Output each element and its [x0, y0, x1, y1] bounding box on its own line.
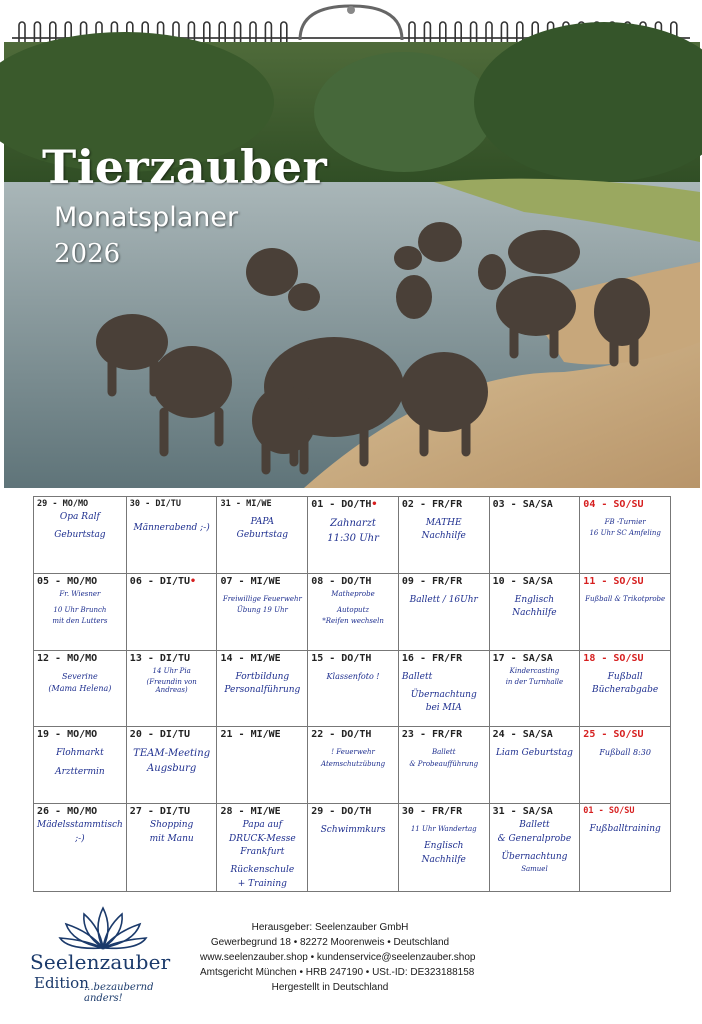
calendar-day-cell[interactable]	[580, 651, 671, 728]
handwritten-note: Schwimmkurs	[320, 825, 386, 836]
day-label-text: 29 - MO/MO	[37, 499, 89, 509]
handwritten-note: 10 Uhr Brunch	[53, 605, 107, 614]
handwritten-note: Freiwillige Feuerwehr	[222, 594, 302, 603]
calendar-day-cell[interactable]	[580, 574, 671, 651]
handwritten-note: Fußball 8:30	[599, 748, 651, 758]
handwritten-note: Bücherabgabe	[592, 684, 659, 695]
handwritten-note: Opa Ralf	[59, 512, 100, 522]
imprint-line: Hergestellt in Deutschland	[271, 982, 389, 993]
handwritten-note: Ballett	[431, 748, 456, 757]
handwritten-note: Fußball & Trikotprobe	[585, 594, 666, 603]
day-label-text: 22 - DO/TH	[311, 729, 372, 741]
calendar-day-cell[interactable]	[308, 497, 399, 574]
day-label-text: 25 - SO/SU	[583, 729, 644, 741]
day-label-text: 18 - SO/SU	[583, 652, 644, 664]
day-label	[583, 499, 667, 510]
day-label	[583, 576, 667, 587]
day-label	[130, 576, 214, 587]
day-label-text: 01 - SO/SU	[583, 806, 635, 817]
day-label-text: 04 - SO/SU	[583, 499, 644, 510]
handwritten-note: MATHE	[425, 518, 462, 528]
handwritten-note: ! Feuerwehr	[331, 748, 375, 757]
day-label	[402, 806, 486, 817]
day-label-text: 01 - DO/TH	[311, 499, 372, 510]
day-label-text: 02 - FR/FR	[401, 499, 463, 510]
calendar-day-cell[interactable]	[490, 574, 581, 651]
handwritten-note: Kindercasting	[509, 666, 560, 675]
calendar-day-cell[interactable]	[580, 497, 671, 574]
handwritten-note: Rückenschule	[230, 865, 295, 876]
day-label-text: 31 - SA/SA	[492, 806, 553, 818]
day-label	[402, 653, 486, 664]
handwritten-note: Liam Geburtstag	[495, 748, 573, 759]
handwritten-note: Arzttermin	[55, 766, 105, 777]
handwritten-note: Nachhilfe	[421, 531, 466, 542]
handwritten-note: Zahnarzt	[330, 518, 376, 529]
handwritten-note: Personalführung	[224, 684, 301, 695]
day-label	[220, 653, 304, 664]
calendar-day-cell[interactable]	[490, 651, 581, 728]
day-label-text: 20 - DI/TU	[129, 729, 191, 741]
day-label	[37, 729, 123, 740]
handwritten-note: Übung 19 Uhr	[236, 605, 288, 614]
holiday-marker: •	[190, 575, 197, 587]
calendar-day-cell[interactable]	[34, 497, 127, 574]
day-label-text: 24 - SA/SA	[492, 729, 553, 741]
handwritten-note: + Training	[237, 878, 287, 889]
day-label	[37, 653, 123, 664]
day-label-text: 21 - MI/WE	[220, 729, 281, 741]
calendar-day-cell[interactable]	[217, 804, 308, 892]
calendar-day-cell[interactable]	[34, 574, 127, 651]
imprint-line: www.seelenzauber.shop • kundenservice@seelenzauber.shop	[200, 952, 476, 963]
handwritten-note: Atemschutzübung	[321, 759, 386, 768]
handwritten-note: mit den Lutters	[52, 616, 108, 625]
handwritten-note: (Freundin von Andreas)	[146, 677, 197, 694]
handwritten-note: Fr. Wiesner	[59, 589, 101, 598]
day-label-text: 30 - FR/FR	[401, 806, 463, 818]
calendar-day-cell[interactable]	[217, 497, 308, 574]
day-label	[130, 653, 214, 664]
day-label	[130, 806, 214, 817]
calendar-subtitle: Monatsplaner	[54, 202, 239, 233]
day-label-text: 06 - DI/TU	[129, 575, 191, 587]
day-label-text: 19 - MO/MO	[37, 729, 98, 741]
handwritten-note: 11:30 Uhr	[327, 532, 379, 544]
handwritten-note: Übernachtung	[410, 689, 477, 700]
calendar-day-cell[interactable]	[308, 574, 399, 651]
handwritten-note: Übernachtung	[501, 851, 568, 862]
day-label-text: 12 - MO/MO	[37, 652, 98, 664]
day-label	[220, 806, 304, 817]
calendar-day-cell[interactable]	[399, 574, 490, 651]
logo-edition: Edition	[34, 974, 89, 992]
day-label-text: 15 - DO/TH	[311, 652, 372, 664]
imprint	[200, 920, 476, 995]
calendar-day-cell[interactable]	[34, 804, 127, 892]
day-label	[220, 499, 304, 509]
calendar-day-cell[interactable]	[308, 651, 399, 728]
day-label	[220, 729, 304, 740]
calendar-day-cell[interactable]	[34, 727, 127, 804]
handwritten-note: Autoputz	[336, 605, 370, 614]
day-label	[583, 729, 667, 740]
logo-tagline: ...bezaubernd anders!	[84, 982, 154, 1004]
handwritten-note: *Reifen wechseln	[322, 616, 384, 625]
handwritten-note: Fußballtraining	[589, 824, 661, 835]
day-label-text: 17 - SA/SA	[492, 652, 553, 664]
handwritten-note: Matheprobe	[331, 589, 375, 598]
logo-name: Seelenzauber	[30, 950, 171, 974]
handwritten-note: Frankfurt	[240, 846, 285, 857]
handwritten-note: Männerabend ;-)	[133, 523, 210, 533]
handwritten-note: Flohmarkt	[56, 748, 104, 759]
handwritten-note: in der Turnhalle	[505, 677, 564, 686]
calendar-day-cell[interactable]	[490, 727, 581, 804]
day-label-text: 05 - MO/MO	[37, 575, 98, 587]
day-label-text: 09 - FR/FR	[401, 575, 463, 587]
calendar-day-cell[interactable]	[127, 497, 218, 574]
day-label	[493, 729, 577, 740]
handwritten-note: Geburtstag	[54, 530, 106, 541]
day-label	[493, 806, 577, 817]
publisher-logo	[30, 904, 190, 1004]
handwritten-note: bei MIA	[425, 703, 462, 714]
calendar-day-cell[interactable]	[217, 651, 308, 728]
day-label-text: 14 - MI/WE	[220, 652, 281, 664]
day-label-text: 26 - MO/MO	[37, 806, 98, 818]
day-label-text: 28 - MI/WE	[220, 806, 281, 818]
calendar-day-cell[interactable]	[217, 727, 308, 804]
handwritten-note: Severine	[62, 671, 98, 681]
handwritten-note: FB -Turnier	[604, 518, 646, 526]
calendar-day-cell[interactable]	[127, 727, 218, 804]
calendar-day-cell[interactable]	[580, 727, 671, 804]
day-label	[311, 729, 395, 740]
handwritten-note: 14 Uhr Pia	[152, 666, 191, 675]
day-label	[37, 806, 123, 817]
calendar-title: Tierzauber	[42, 140, 328, 194]
day-label	[220, 576, 304, 587]
handwritten-note: Fortbildung	[235, 671, 290, 682]
calendar-day-cell[interactable]	[580, 804, 671, 892]
day-label-text: 23 - FR/FR	[401, 729, 463, 741]
handwritten-note: Geburtstag	[236, 530, 289, 541]
day-label-text: 07 - MI/WE	[220, 575, 281, 587]
imprint-line: Gewerbegrund 18 • 82272 Moorenweis • Deutschland	[210, 937, 450, 948]
handwritten-note: Augsburg	[147, 762, 197, 774]
handwritten-note: Mädelsstammtisch	[37, 820, 123, 831]
day-label	[311, 806, 395, 817]
calendar-day-cell[interactable]	[490, 804, 581, 892]
calendar-day-cell[interactable]	[127, 574, 218, 651]
handwritten-note: DRUCK-Messe	[228, 833, 296, 844]
handwritten-note: (Mama Helena)	[48, 683, 112, 693]
handwritten-note: Klassenfoto !	[326, 671, 380, 681]
handwritten-note: TEAM-Meeting	[133, 748, 211, 760]
calendar-day-cell[interactable]	[34, 651, 127, 728]
day-label	[402, 576, 486, 587]
calendar-day-cell[interactable]	[127, 804, 218, 892]
handwritten-note: Ballett / 16Uhr	[409, 594, 478, 605]
calendar-day-cell[interactable]	[490, 497, 581, 574]
handwritten-note: Nachhilfe	[421, 854, 466, 865]
calendar-day-cell[interactable]	[127, 651, 218, 728]
handwritten-note: Fußball	[607, 671, 643, 682]
handwritten-note: 11 Uhr Wandertag	[410, 825, 477, 834]
handwritten-note: & Generalprobe	[497, 833, 572, 844]
calendar-day-cell[interactable]	[399, 651, 490, 728]
day-label	[493, 653, 577, 664]
day-label-text: 11 - SO/SU	[583, 575, 644, 587]
handwritten-note: Shopping	[149, 820, 194, 831]
calendar-year: 2026	[54, 239, 121, 269]
imprint-line: Herausgeber: Seelenzauber GmbH	[251, 922, 409, 933]
calendar-day-cell[interactable]	[308, 727, 399, 804]
holiday-marker: •	[371, 499, 378, 510]
calendar-day-cell[interactable]	[399, 727, 490, 804]
day-label-text: 30 - DI/TU	[129, 499, 181, 509]
handwritten-note: Englisch	[514, 594, 555, 605]
handwritten-note: & Probeaufführung	[409, 759, 479, 768]
day-label	[583, 653, 667, 664]
handwritten-note: Ballett	[519, 820, 550, 831]
handwritten-note: 16 Uhr SC Amfeling	[589, 529, 661, 538]
day-label	[311, 653, 395, 664]
day-label	[493, 576, 577, 587]
day-label-text: 08 - DO/TH	[311, 575, 372, 587]
day-label	[583, 806, 667, 816]
handwritten-note: Englisch	[424, 841, 464, 852]
handwritten-note: Ballett	[401, 671, 433, 682]
calendar-day-cell[interactable]	[399, 497, 490, 574]
handwritten-note: PAPA	[250, 517, 275, 527]
day-label-text: 13 - DI/TU	[129, 652, 191, 664]
day-label-text: 29 - DO/TH	[311, 806, 372, 818]
lotus-icon	[58, 904, 148, 952]
day-label-text: 16 - FR/FR	[401, 652, 463, 664]
day-label	[402, 729, 486, 740]
day-label-text: 31 - MI/WE	[220, 499, 272, 509]
handwritten-note: mit Manu	[149, 833, 194, 844]
day-label	[37, 576, 123, 587]
day-label	[493, 499, 577, 510]
calendar-day-cell[interactable]	[217, 574, 308, 651]
calendar-day-cell[interactable]	[308, 804, 399, 892]
handwritten-note: ;-)	[75, 833, 85, 844]
handwritten-note: Papa auf	[242, 820, 283, 831]
day-label	[311, 576, 395, 587]
day-label	[130, 729, 214, 740]
imprint-line: Amtsgericht München • HRB 247190 • USt.-ID: DE323188158	[200, 967, 475, 978]
day-label-text: 27 - DI/TU	[129, 806, 191, 818]
day-label	[130, 499, 214, 509]
calendar-day-cell[interactable]	[399, 804, 490, 892]
day-label	[402, 499, 486, 510]
cover-photo-elephants	[4, 42, 700, 488]
day-label-text: 03 - SA/SA	[492, 499, 553, 510]
handwritten-note: Nachhilfe	[512, 608, 557, 619]
calendar-grid	[33, 496, 671, 892]
day-label-text: 10 - SA/SA	[492, 575, 553, 587]
day-label	[311, 499, 395, 510]
day-label	[37, 499, 123, 509]
handwritten-note: Samuel	[521, 865, 548, 874]
